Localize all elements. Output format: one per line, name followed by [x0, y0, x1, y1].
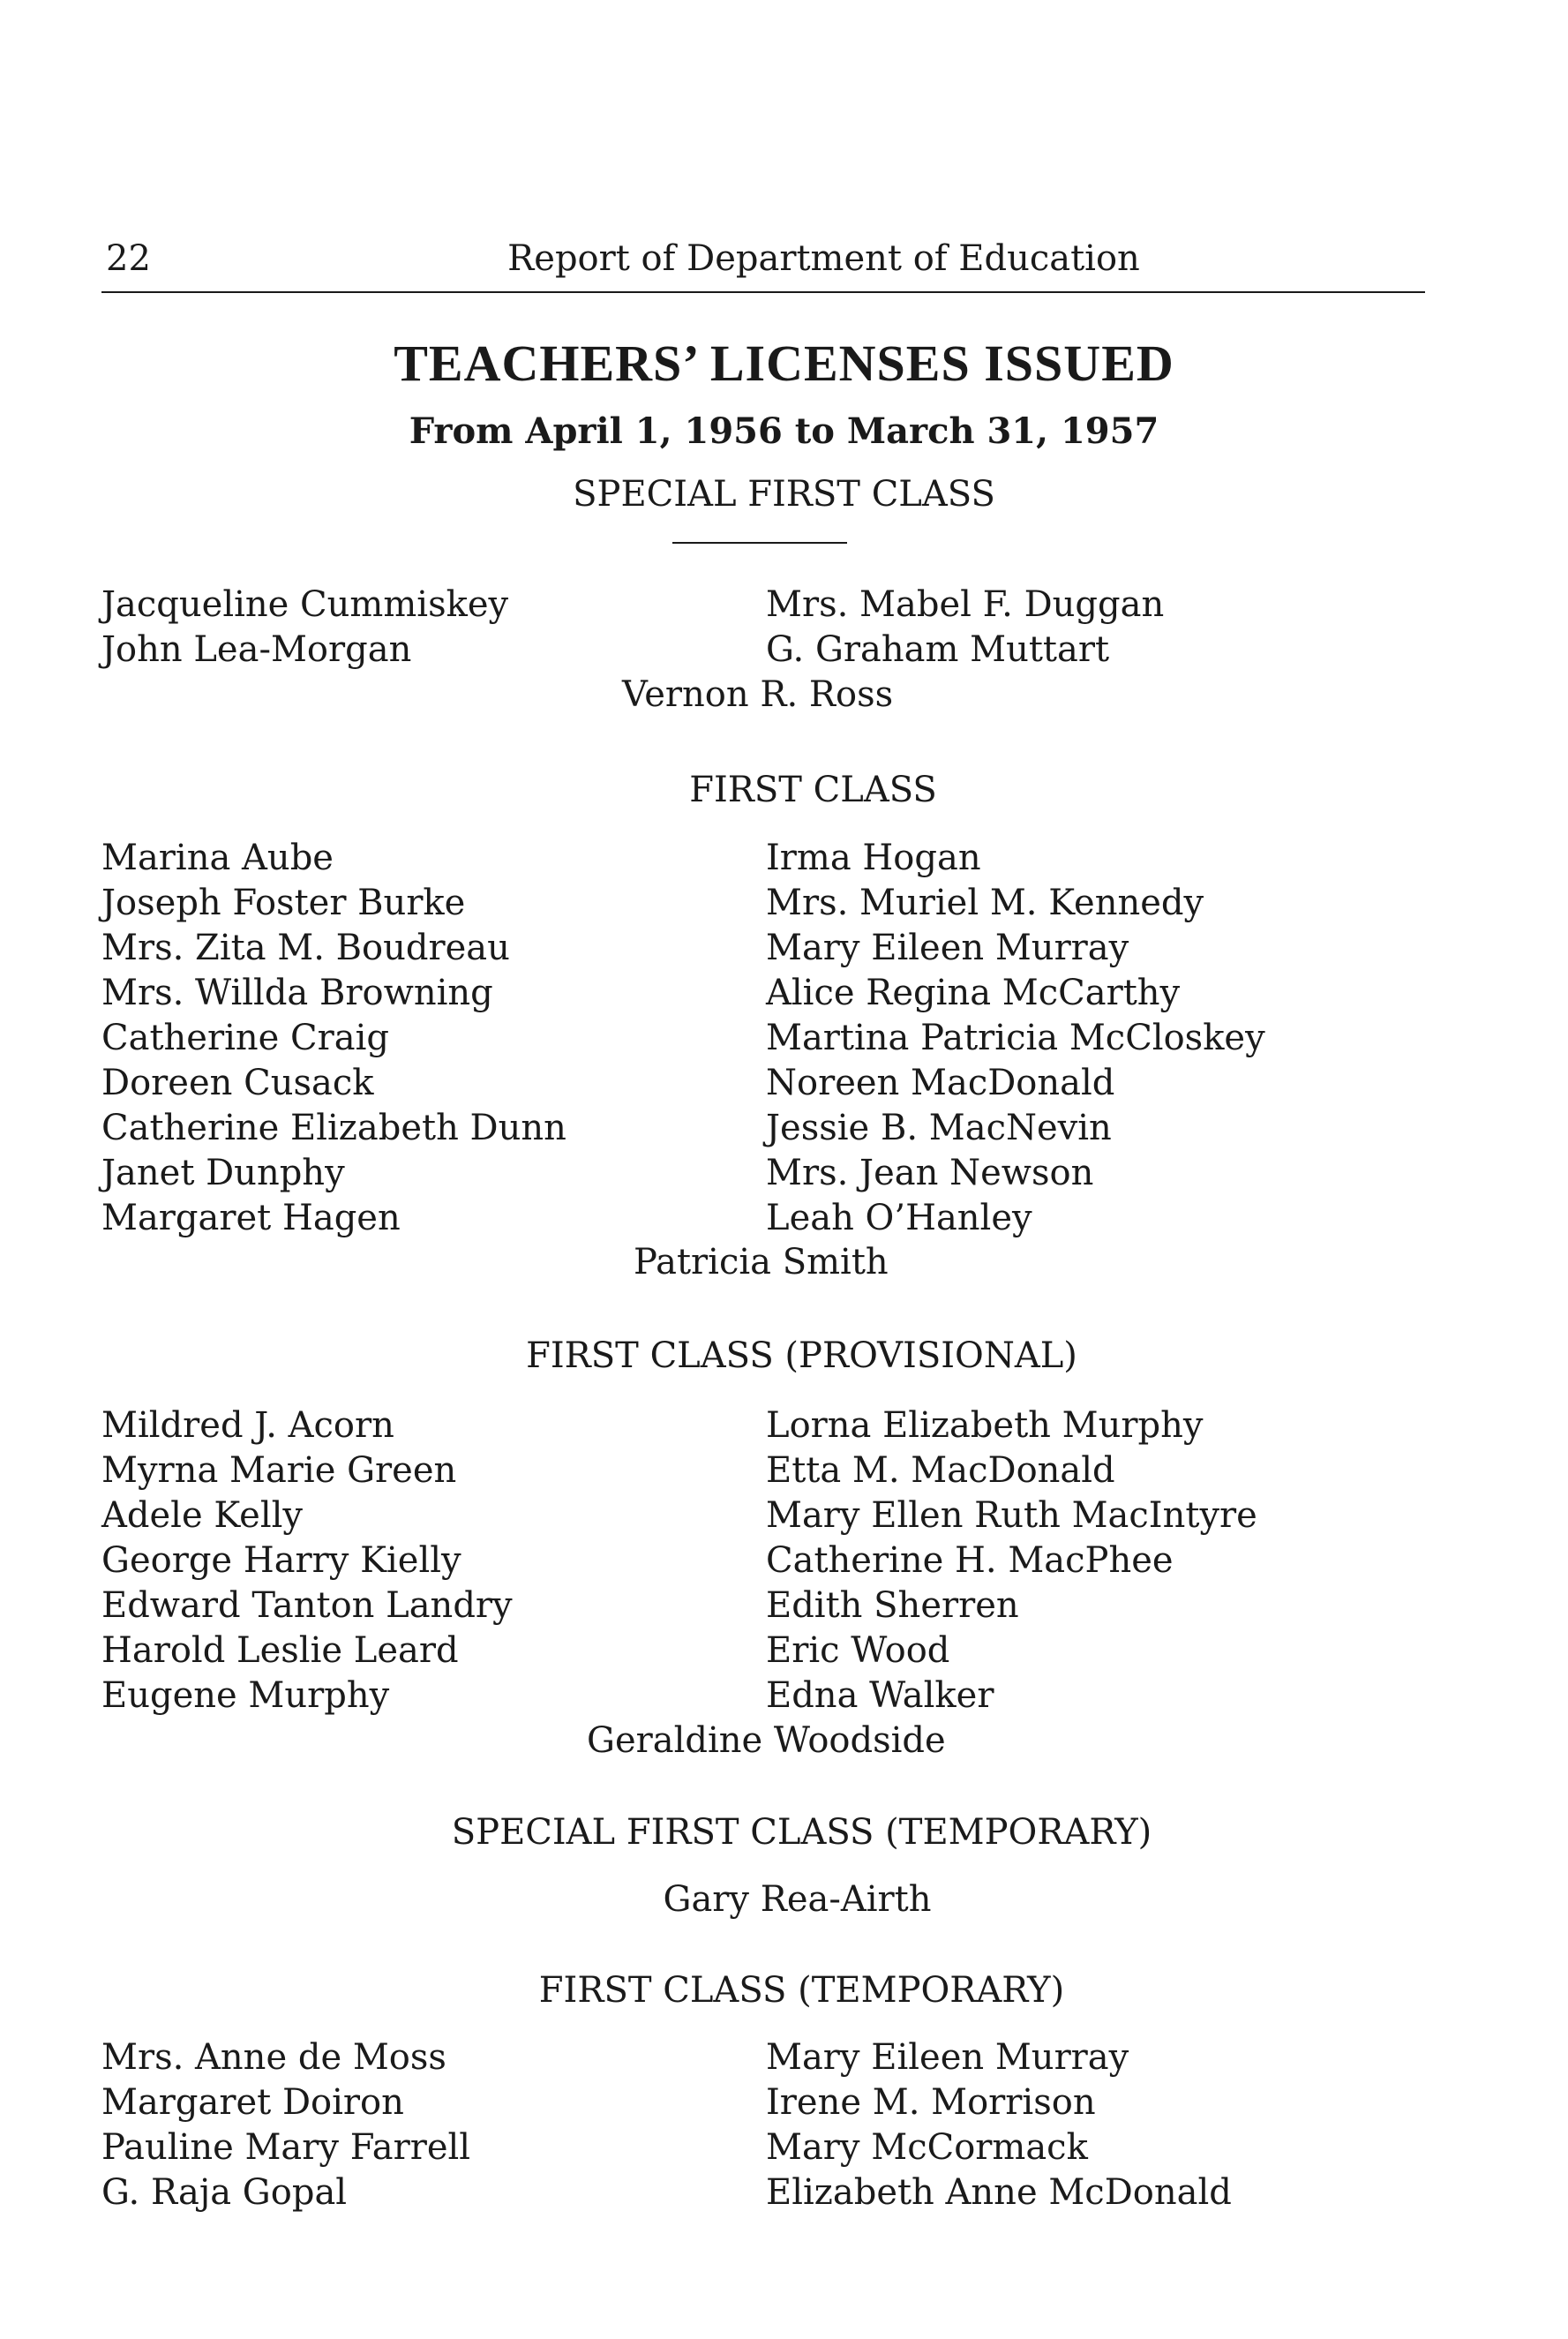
list-item: Lorna Elizabeth Murphy — [766, 1405, 1204, 1446]
list-item: Janet Dunphy — [101, 1153, 345, 1193]
list-item: G. Graham Muttart — [766, 629, 1110, 670]
section-heading-special-first-class: SPECIAL FIRST CLASS — [573, 474, 995, 515]
list-item: Eric Wood — [766, 1630, 950, 1671]
list-item: Marina Aube — [101, 838, 334, 878]
list-item: Margaret Hagen — [101, 1198, 401, 1238]
first-class-temporary-right-list — [766, 2035, 1232, 2215]
list-item: George Harry Kielly — [101, 1540, 461, 1581]
list-item: Mrs. Jean Newson — [766, 1153, 1094, 1193]
list-item-centered: Gary Rea-Airth — [663, 1879, 932, 1920]
list-item: Martina Patricia McCloskey — [766, 1018, 1265, 1058]
page-subtitle: From April 1, 1956 to March 31, 1957 — [409, 410, 1159, 452]
running-head: Report of Department of Education — [507, 238, 1140, 279]
list-item: Catherine Craig — [101, 1018, 389, 1058]
section-heading-first-class-provisional: FIRST CLASS (PROVISIONAL) — [526, 1335, 1077, 1376]
page-title: TEACHERS’ LICENSES ISSUED — [394, 335, 1174, 392]
list-item: Mrs. Mabel F. Duggan — [766, 584, 1165, 625]
first-class-temporary-left-list — [101, 2035, 470, 2215]
list-item: Mrs. Willda Browning — [101, 973, 493, 1013]
list-item: Mary Ellen Ruth MacIntyre — [766, 1495, 1257, 1536]
list-item: Catherine H. MacPhee — [766, 1540, 1174, 1581]
page-number: 22 — [106, 238, 151, 279]
special-first-class-right-list — [766, 583, 1164, 673]
list-item-centered: Vernon R. Ross — [622, 674, 894, 715]
list-item: Adele Kelly — [101, 1495, 304, 1536]
list-item: Edith Sherren — [766, 1585, 1019, 1626]
list-item: Mrs. Zita M. Boudreau — [101, 928, 510, 968]
section-heading-first-class: FIRST CLASS — [689, 770, 937, 810]
list-item: Margaret Doiron — [101, 2082, 404, 2123]
list-item: John Lea-Morgan — [101, 629, 412, 670]
list-item: Elizabeth Anne McDonald — [766, 2172, 1232, 2213]
list-item: Irma Hogan — [766, 838, 981, 878]
list-item: G. Raja Gopal — [101, 2172, 348, 2213]
list-item: Jessie B. MacNevin — [766, 1108, 1112, 1148]
first-class-left-list — [101, 836, 566, 1241]
list-item: Doreen Cusack — [101, 1063, 374, 1103]
list-item: Edward Tanton Landry — [101, 1585, 513, 1626]
list-item: Eugene Murphy — [101, 1675, 390, 1716]
list-item: Mary Eileen Murray — [766, 928, 1129, 968]
list-item: Mary Eileen Murray — [766, 2037, 1129, 2078]
section-divider — [672, 542, 847, 544]
list-item: Mrs. Muriel M. Kennedy — [766, 883, 1204, 923]
list-item: Mildred J. Acorn — [101, 1405, 394, 1446]
section-heading-special-first-class-temporary: SPECIAL FIRST CLASS (TEMPORARY) — [451, 1812, 1152, 1853]
list-item: Joseph Foster Burke — [101, 883, 466, 923]
list-item-centered: Patricia Smith — [634, 1242, 889, 1282]
list-item: Etta M. MacDonald — [766, 1450, 1115, 1491]
first-class-right-list — [766, 836, 1265, 1241]
section-heading-first-class-temporary: FIRST CLASS (TEMPORARY) — [538, 1970, 1065, 2011]
list-item: Mrs. Anne de Moss — [101, 2037, 446, 2078]
special-first-class-left-list — [101, 583, 508, 673]
list-item: Alice Regina McCarthy — [766, 973, 1181, 1013]
list-item: Jacqueline Cummiskey — [101, 584, 509, 625]
list-item: Harold Leslie Leard — [101, 1630, 459, 1671]
list-item: Noreen MacDonald — [766, 1063, 1115, 1103]
list-item: Mary McCormack — [766, 2127, 1088, 2168]
list-item: Leah O’Hanley — [766, 1198, 1032, 1238]
list-item-centered: Geraldine Woodside — [587, 1720, 946, 1761]
header-rule — [101, 291, 1425, 293]
list-item: Catherine Elizabeth Dunn — [101, 1108, 566, 1148]
first-class-provisional-right-list — [766, 1403, 1257, 1719]
list-item: Pauline Mary Farrell — [101, 2127, 471, 2168]
list-item: Irene M. Morrison — [766, 2082, 1096, 2123]
list-item: Edna Walker — [766, 1675, 994, 1716]
first-class-provisional-left-list — [101, 1403, 513, 1719]
list-item: Myrna Marie Green — [101, 1450, 457, 1491]
